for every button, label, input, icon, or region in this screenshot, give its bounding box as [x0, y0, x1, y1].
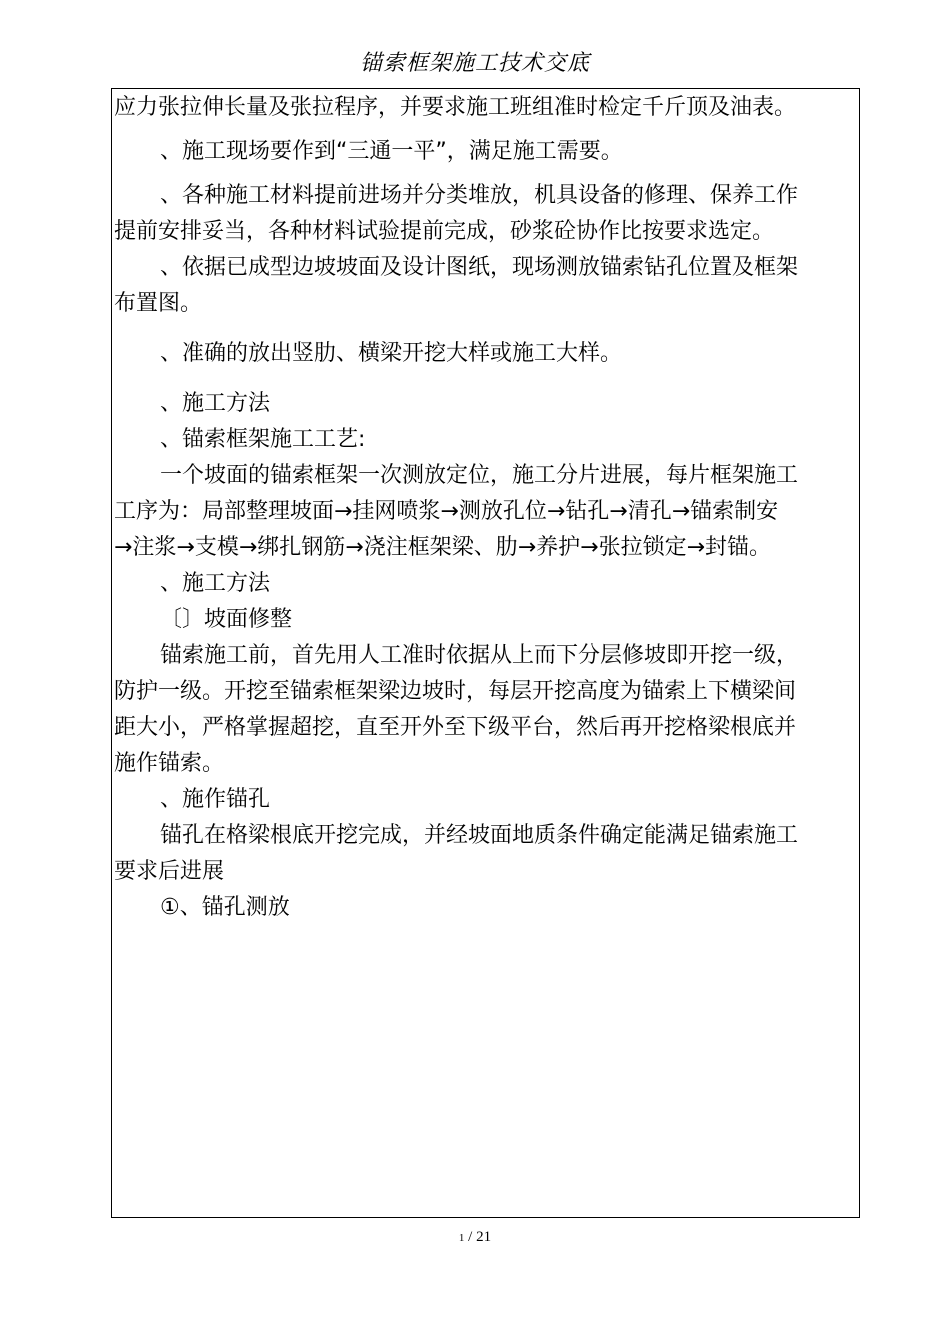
paragraph-line: 提前安排妥当，各种材料试验提前完成，砂浆砼协作比按要求选定。	[114, 219, 775, 244]
page-separator: /	[468, 1229, 473, 1245]
paragraph-line: 布置图。	[114, 291, 203, 316]
section-heading: 、锚索框架施工工艺:	[160, 427, 366, 452]
paragraph-line: 应力张拉伸长量及张拉程序，并要求施工班组准时检定千斤顶及油表。	[114, 95, 797, 120]
paragraph-line: 、准确的放出竖肋、横梁开挖大样或施工大样。	[160, 341, 623, 366]
paragraph-line: 要求后进展	[114, 859, 225, 884]
paragraph-line: 锚索施工前，首先用人工准时依据从上而下分层修坡即开挖一级，	[160, 643, 799, 668]
paragraph-line: 锚孔在格梁根底开挖完成，并经坡面地质条件确定能满足锚索施工	[160, 823, 799, 848]
paragraph-line: 、各种施工材料提前进场并分类堆放，机具设备的修理、保养工作	[160, 183, 799, 208]
paragraph-line: 工序为：局部整理坡面→挂网喷浆→测放孔位→钻孔→清孔→锚索制安	[114, 499, 779, 524]
document-header-title: 锚索框架施工技术交底	[359, 51, 590, 76]
paragraph-line: 施作锚索。	[114, 751, 225, 776]
paragraph-line: 、依据已成型边坡坡面及设计图纸，现场测放锚索钻孔位置及框架	[160, 255, 799, 280]
section-heading: 、施工方法	[160, 391, 271, 416]
paragraph-line: 一个坡面的锚索框架一次测放定位，施工分片进展，每片框架施工	[160, 463, 799, 488]
section-heading: 、施作锚孔	[160, 787, 271, 812]
current-page: 1	[458, 1232, 465, 1244]
page-number	[0, 1229, 950, 1246]
document-body	[114, 90, 858, 926]
subsection-heading: ①、锚孔测放	[160, 895, 290, 920]
paragraph-line: 距大小，严格掌握超挖，直至开外至下级平台，然后再开挖格梁根底并	[114, 715, 797, 740]
paragraph-line: →注浆→支模→绑扎钢筋→浇注框架梁、肋→养护→张拉锁定→封锚。	[114, 535, 772, 560]
total-pages: 21	[476, 1229, 492, 1245]
paragraph-line: 、施工现场要作到“三通一平”，满足施工需要。	[160, 139, 623, 164]
section-heading: 、施工方法	[160, 571, 271, 596]
paragraph-line: 防护一级。开挖至锚索框架梁边坡时，每层开挖高度为锚索上下横梁间	[114, 679, 797, 704]
subsection-heading: 〔〕坡面修整	[160, 607, 293, 632]
